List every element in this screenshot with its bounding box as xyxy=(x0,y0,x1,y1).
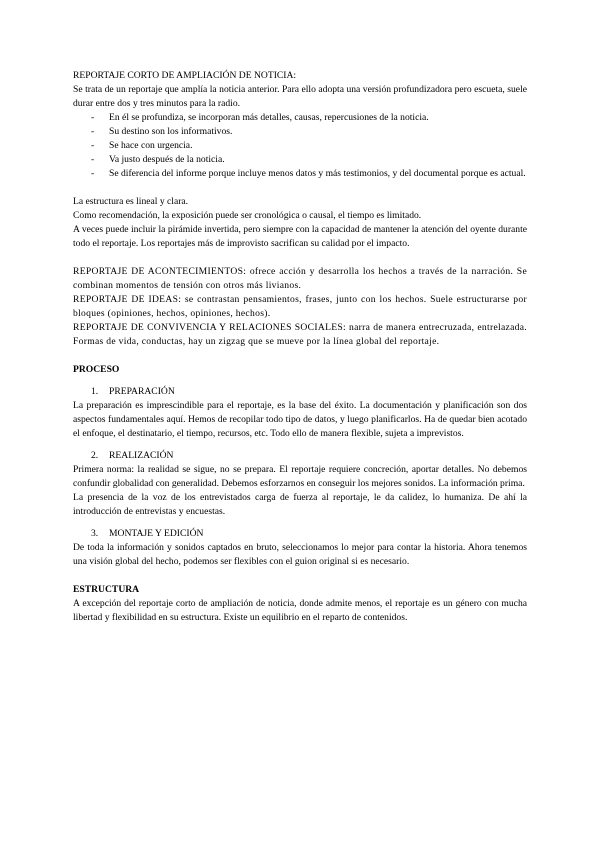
spacer xyxy=(73,349,527,363)
bullet-list xyxy=(73,111,527,181)
spacer xyxy=(73,569,527,583)
section-title-reportaje-corto: REPORTAJE CORTO DE AMPLIACIÓN DE NOTICIA: xyxy=(73,70,297,81)
structure-note: La estructura es lineal y clara. xyxy=(73,196,189,207)
step-paragraph: La presencia de la voz de los entrevistados carga de fuerza al reportaje, le da calidez, lo humaniza. De ahí la introducción de entrevistas y encuestas. xyxy=(73,492,527,517)
list-item-text: Va justo después de la noticia. xyxy=(109,154,225,165)
step-title: MONTAJE Y EDICIÓN xyxy=(109,528,204,539)
document-body xyxy=(73,69,527,625)
dash-bullet: - xyxy=(91,126,95,137)
list-item-text: Se diferencia del informe porque incluye menos datos y más testimonios, y del documental porque es actual. xyxy=(109,168,526,179)
dash-bullet: - xyxy=(91,154,95,165)
estructura-paragraph: A excepción del reportaje corto de ampliación de noticia, donde admite menos, el reportaje es un género con mucha libertad y flexibilidad en su estructura. Existe un equilibrio en el reparto de contenidos. xyxy=(73,598,527,623)
step-number: 2. xyxy=(91,450,99,461)
step-paragraph: Primera norma: la realidad se sigue, no se prepara. El reportaje requiere concreción, aportar detalles. No debemos confundir globalidad con generalidad. Debemos esforzarnos en conseguir los mejores sonidos. La información prima. xyxy=(73,464,527,489)
structure-note: A veces puede incluir la pirámide invertida, pero siempre con la capacidad de mantener la atención del oyente durante todo el reportaje. Los reportajes más de improvisto sacrifican su calidad por el impacto. xyxy=(73,224,527,249)
type-convivencia: REPORTAJE DE CONVIVENCIA Y RELACIONES SOCIALES: narra de manera entrecruzada, entrelazada. Formas de vida, conductas, hay un zigzag que se mueve por la línea global del reportaje. xyxy=(73,322,527,347)
spacer xyxy=(73,181,527,195)
list-item xyxy=(73,111,527,125)
estructura-heading: ESTRUCTURA xyxy=(73,584,140,595)
structure-note: Como recomendación, la exposición puede ser cronológica o causal, el tiempo es limitado. xyxy=(73,210,422,221)
list-item xyxy=(73,125,527,139)
type-ideas: REPORTAJE DE IDEAS: se contrastan pensamientos, frases, junto con los hechos. Suele estructurarse por bloques (opiniones, hechos, opiniones, hechos). xyxy=(73,294,527,319)
step-heading-preparacion xyxy=(73,385,527,399)
step-heading-realizacion xyxy=(73,449,527,463)
list-item xyxy=(73,139,527,153)
dash-bullet: - xyxy=(91,112,95,123)
spacer xyxy=(73,251,527,265)
list-item xyxy=(73,167,527,181)
step-title: REALIZACIÓN xyxy=(109,450,174,461)
step-number: 1. xyxy=(91,386,99,397)
list-item-text: Se hace con urgencia. xyxy=(109,140,193,151)
list-item-text: Su destino son los informativos. xyxy=(109,126,233,137)
step-paragraph: La preparación es imprescindible para el reportaje, es la base del éxito. La documentación y planificación son dos aspectos fundamentales aquí. Hemos de recopilar todo tipo de datos, y luego planificarlos. Ha de quedar bien acotado el enfoque, el destinatario, el tiempo, recursos, etc. Todo ello de manera flexible, sujeta a imprevistos. xyxy=(73,400,527,439)
type-acontecimientos: REPORTAJE DE ACONTECIMIENTOS: ofrece acción y desarrolla los hechos a través de la narración. Se combinan momentos de tensión con otros más livianos. xyxy=(73,266,527,291)
step-paragraph: De toda la información y sonidos captados en bruto, seleccionamos lo mejor para contar la historia. Ahora tenemos una visión global del hecho, podemos ser flexibles con el guion original si es necesario. xyxy=(73,542,527,567)
list-item xyxy=(73,153,527,167)
step-heading-montaje xyxy=(73,527,527,541)
dash-bullet: - xyxy=(91,140,95,151)
list-item-text: En él se profundiza, se incorporan más detalles, causas, repercusiones de la noticia. xyxy=(109,112,429,123)
proceso-heading: PROCESO xyxy=(73,364,120,375)
dash-bullet: - xyxy=(91,168,95,179)
section-intro: Se trata de un reportaje que amplía la noticia anterior. Para ello adopta una versión profundizadora pero escueta, suele durar entre dos y tres minutos para la radio. xyxy=(73,84,527,109)
step-number: 3. xyxy=(91,528,99,539)
step-title: PREPARACIÓN xyxy=(109,386,175,397)
